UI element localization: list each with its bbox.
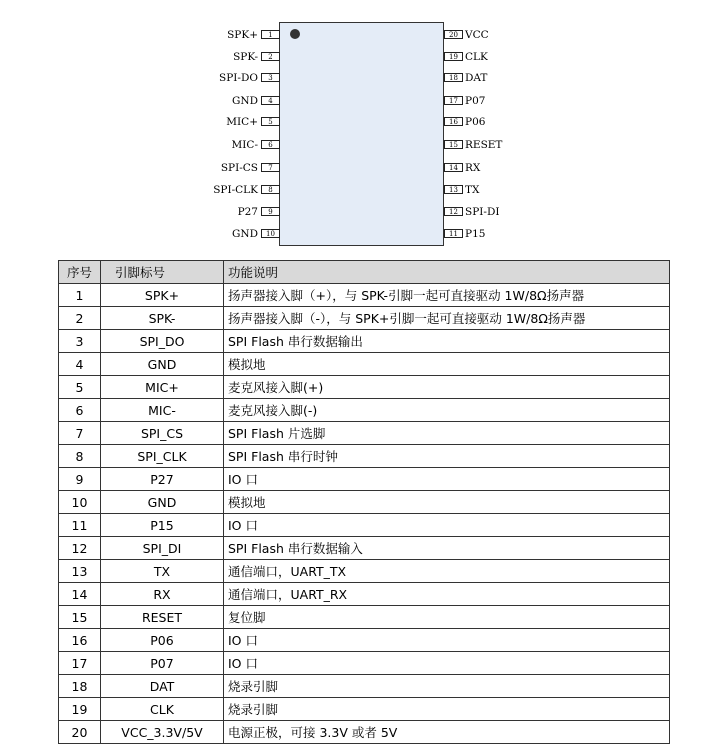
- pin-number: 15: [444, 140, 463, 149]
- pin-label: DAT: [465, 71, 488, 84]
- pin-label: GND: [232, 227, 258, 240]
- pin-number: 7: [261, 163, 280, 172]
- cell-pin-name: GND: [101, 491, 224, 514]
- pin-label: MIC+: [226, 115, 258, 128]
- pin-number: 16: [444, 117, 463, 126]
- table-row: [59, 376, 670, 399]
- left-pin: [227, 28, 280, 41]
- cell-function: SPI Flash 片选脚: [224, 422, 670, 445]
- pin-number: 9: [261, 207, 280, 216]
- right-pin: [444, 205, 500, 218]
- cell-number: 2: [59, 307, 101, 330]
- pin-label: SPI-DO: [219, 71, 258, 84]
- left-pin: [232, 94, 280, 107]
- right-pin: [444, 183, 479, 196]
- pin-label: VCC: [465, 28, 489, 41]
- cell-pin-name: SPI_DO: [101, 330, 224, 353]
- cell-number: 10: [59, 491, 101, 514]
- table-row: [59, 652, 670, 675]
- cell-pin-name: P15: [101, 514, 224, 537]
- cell-function: 烧录引脚: [224, 698, 670, 721]
- table-row: [59, 284, 670, 307]
- pin-number: 20: [444, 30, 463, 39]
- right-pin: [444, 138, 502, 151]
- cell-number: 17: [59, 652, 101, 675]
- pin-number: 4: [261, 96, 280, 105]
- pin-number: 8: [261, 185, 280, 194]
- header-pin-name: 引脚标号: [101, 261, 224, 284]
- pin-number: 19: [444, 52, 463, 61]
- cell-pin-name: RX: [101, 583, 224, 606]
- cell-pin-name: P27: [101, 468, 224, 491]
- cell-pin-name: RESET: [101, 606, 224, 629]
- table-row: [59, 514, 670, 537]
- cell-number: 7: [59, 422, 101, 445]
- pin-label: SPK+: [227, 28, 258, 41]
- cell-number: 9: [59, 468, 101, 491]
- cell-pin-name: SPI_DI: [101, 537, 224, 560]
- pin-label: RX: [465, 161, 481, 174]
- pin-number: 1: [261, 30, 280, 39]
- left-pin: [232, 138, 280, 151]
- cell-function: SPI Flash 串行数据输入: [224, 537, 670, 560]
- pin-number: 3: [261, 73, 280, 82]
- cell-function: 模拟地: [224, 491, 670, 514]
- header-function: 功能说明: [224, 261, 670, 284]
- cell-function: 扬声器接入脚（-），与 SPK+引脚一起可直接驱动 1W/8Ω扬声器: [224, 307, 670, 330]
- pin-label: P07: [465, 94, 486, 107]
- pin-number: 10: [261, 229, 280, 238]
- table-row: [59, 583, 670, 606]
- right-pin: [444, 71, 487, 84]
- pin-number: 5: [261, 117, 280, 126]
- pin-number: 18: [444, 73, 463, 82]
- table-row: [59, 629, 670, 652]
- cell-pin-name: GND: [101, 353, 224, 376]
- right-pin: [444, 50, 488, 63]
- cell-function: 复位脚: [224, 606, 670, 629]
- cell-number: 6: [59, 399, 101, 422]
- table-row: [59, 721, 670, 744]
- pin-label: P27: [237, 205, 258, 218]
- cell-pin-name: P06: [101, 629, 224, 652]
- pin-label: CLK: [465, 50, 488, 63]
- cell-number: 16: [59, 629, 101, 652]
- pin-label: P06: [465, 115, 486, 128]
- cell-function: IO 口: [224, 652, 670, 675]
- cell-pin-name: MIC+: [101, 376, 224, 399]
- cell-function: SPI Flash 串行数据输出: [224, 330, 670, 353]
- cell-function: 通信端口，UART_TX: [224, 560, 670, 583]
- cell-pin-name: SPK+: [101, 284, 224, 307]
- pin-label: SPI-CLK: [213, 183, 258, 196]
- table-header-row: [59, 261, 670, 284]
- table-row: [59, 698, 670, 721]
- right-pin: [444, 115, 485, 128]
- pin-label: SPK-: [233, 50, 258, 63]
- cell-number: 3: [59, 330, 101, 353]
- pin-label: SPI-DI: [465, 205, 500, 218]
- cell-pin-name: DAT: [101, 675, 224, 698]
- cell-number: 12: [59, 537, 101, 560]
- cell-pin-name: MIC-: [101, 399, 224, 422]
- pin-number: 14: [444, 163, 463, 172]
- right-pin: [444, 28, 489, 41]
- pin-number: 13: [444, 185, 463, 194]
- pin-label: MIC-: [231, 138, 258, 151]
- pin-label: TX: [465, 183, 480, 196]
- cell-number: 14: [59, 583, 101, 606]
- cell-function: SPI Flash 串行时钟: [224, 445, 670, 468]
- table-row: [59, 330, 670, 353]
- left-pin: [221, 161, 280, 174]
- table-row: [59, 422, 670, 445]
- table-row: [59, 445, 670, 468]
- cell-function: 扬声器接入脚（+），与 SPK-引脚一起可直接驱动 1W/8Ω扬声器: [224, 284, 670, 307]
- cell-pin-name: CLK: [101, 698, 224, 721]
- pin-number: 11: [444, 229, 463, 238]
- header-number: 序号: [59, 261, 101, 284]
- right-pin: [444, 161, 480, 174]
- cell-function: IO 口: [224, 468, 670, 491]
- left-pin: [233, 50, 280, 63]
- table-row: [59, 560, 670, 583]
- left-pin: [219, 71, 280, 84]
- cell-number: 19: [59, 698, 101, 721]
- cell-pin-name: SPI_CS: [101, 422, 224, 445]
- pin-label: SPI-CS: [220, 161, 258, 174]
- pin-label: RESET: [465, 138, 503, 151]
- pin-function-table: [58, 260, 670, 744]
- pin-label: P15: [465, 227, 486, 240]
- table-row: [59, 468, 670, 491]
- cell-number: 4: [59, 353, 101, 376]
- table-row: [59, 399, 670, 422]
- pin1-orientation-dot: [290, 29, 300, 39]
- cell-number: 8: [59, 445, 101, 468]
- left-pin: [213, 183, 280, 196]
- cell-function: 通信端口，UART_RX: [224, 583, 670, 606]
- right-pin: [444, 227, 485, 240]
- cell-function: IO 口: [224, 514, 670, 537]
- chip-pinout-diagram: [0, 0, 720, 255]
- cell-pin-name: P07: [101, 652, 224, 675]
- cell-function: 麦克风接入脚(-): [224, 399, 670, 422]
- cell-number: 11: [59, 514, 101, 537]
- table-row: [59, 675, 670, 698]
- cell-function: IO 口: [224, 629, 670, 652]
- cell-number: 20: [59, 721, 101, 744]
- cell-number: 13: [59, 560, 101, 583]
- table-row: [59, 307, 670, 330]
- table-row: [59, 491, 670, 514]
- left-pin: [232, 227, 280, 240]
- pin-label: GND: [232, 94, 258, 107]
- cell-function: 烧录引脚: [224, 675, 670, 698]
- cell-pin-name: SPK-: [101, 307, 224, 330]
- cell-number: 18: [59, 675, 101, 698]
- cell-number: 15: [59, 606, 101, 629]
- cell-pin-name: TX: [101, 560, 224, 583]
- left-pin: [238, 205, 280, 218]
- cell-function: 麦克风接入脚(+): [224, 376, 670, 399]
- cell-function: 模拟地: [224, 353, 670, 376]
- cell-number: 1: [59, 284, 101, 307]
- cell-number: 5: [59, 376, 101, 399]
- pin-number: 17: [444, 96, 463, 105]
- left-pin: [226, 115, 280, 128]
- table-row: [59, 537, 670, 560]
- table-row: [59, 353, 670, 376]
- cell-function: 电源正极，可接 3.3V 或者 5V: [224, 721, 670, 744]
- chip-body: [279, 22, 444, 246]
- cell-pin-name: SPI_CLK: [101, 445, 224, 468]
- cell-pin-name: VCC_3.3V/5V: [101, 721, 224, 744]
- pin-number: 6: [261, 140, 280, 149]
- pin-number: 12: [444, 207, 463, 216]
- pin-number: 2: [261, 52, 280, 61]
- right-pin: [444, 94, 485, 107]
- table-row: [59, 606, 670, 629]
